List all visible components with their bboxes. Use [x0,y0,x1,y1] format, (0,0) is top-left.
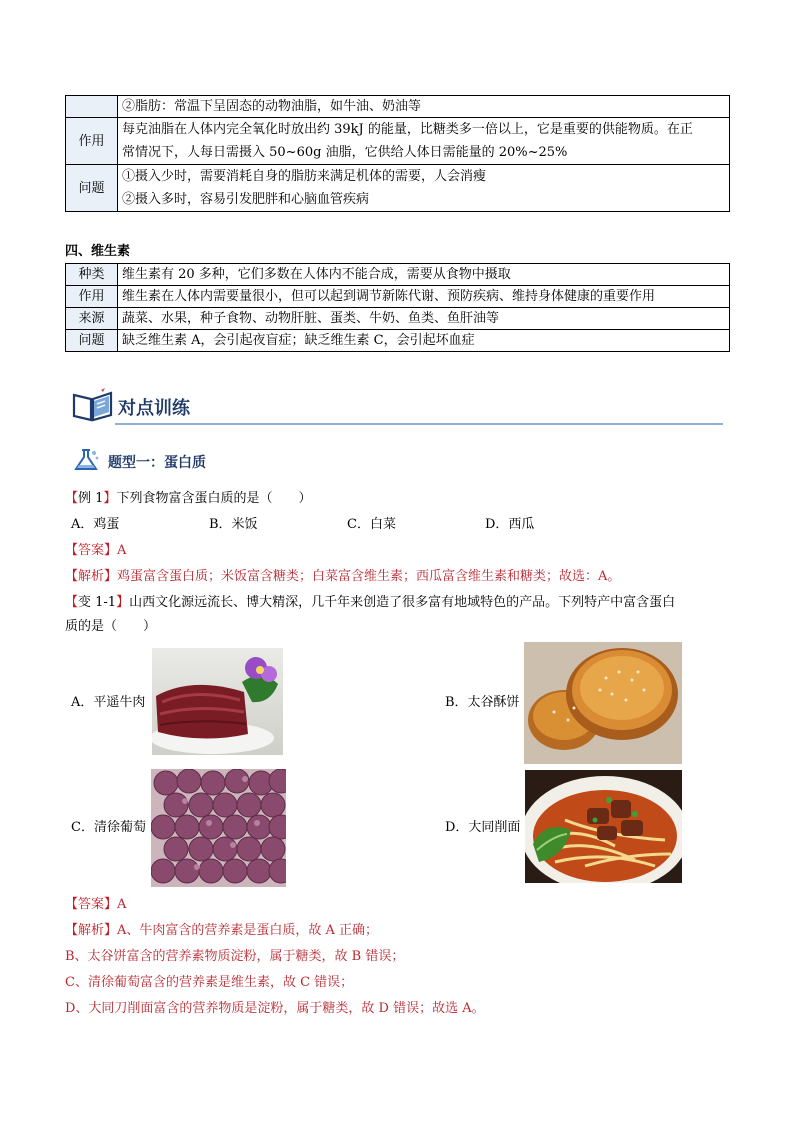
analysis-text: C、清徐葡萄富含的营养素是维生素，故 C 错误； [65,975,354,990]
option-c-label: C．清徐葡萄 [71,820,146,835]
row-text [118,165,730,212]
answer-tag: 【答案】 [65,897,118,912]
row-text: 维生素在人体内需要量很小，但可以起到调节新陈代谢、预防疾病、维持身体健康的重要作用 [118,286,730,308]
option-b: B．米饭 [209,517,258,532]
vitamin-table-row [66,264,730,286]
beef-photo [152,648,283,755]
pastry-photo [524,642,682,764]
fat-table-row [66,96,730,118]
analysis-text: B、太谷饼富含的营养素物质淀粉，属于糖类，故 B 错误； [65,949,405,964]
tag-bracket: 【 [65,595,79,610]
row-label: 作用 [66,286,118,308]
row-text-line: 每克油脂在人体内完全氧化时放出约 39kJ 的能量，比糖类多一倍以上，它是重要的供能物质。在正 [122,122,693,137]
vitamin-table-row [66,330,730,352]
answer-tag: 【答案】 [65,543,118,558]
row-label: 种类 [66,264,118,286]
fat-table-row [66,118,730,165]
analysis-text: 鸡蛋富含蛋白质；米饭富含糖类；白菜富含维生素；西瓜富含维生素和糖类；故选：A。 [117,569,621,584]
analysis-text: A、牛肉富含的营养素是蛋白质，故 A 正确； [117,923,379,938]
answer-line [65,538,126,564]
vitamin-table-row [66,286,730,308]
flask-icon [71,447,101,473]
answer-value: A [117,543,127,558]
row-label: 作用 [66,118,118,165]
row-label: 问题 [66,165,118,212]
row-text: ②脂肪：常温下呈固态的动物油脂，如牛油、奶油等 [118,96,730,118]
section-header [65,385,725,427]
option-b-label: B．太谷酥饼 [445,695,520,710]
option-a-label: A．平遥牛肉 [71,695,146,710]
row-label: 问题 [66,330,118,352]
tag-bracket: 】 [116,595,130,610]
row-text-line: ②摄入多时，容易引发肥胖和心脑血管疾病 [122,192,370,207]
topic-title: 题型一：蛋白质 [108,455,206,471]
vitamin-heading: 四、维生素 [65,244,131,259]
variant-tag: 变 1-1 [78,595,117,610]
book-icon [71,387,115,423]
row-text-line: 常情况下，人每日需摄入 50~60g 油脂，它供给人体日需能量的 20%~25% [122,145,568,160]
noodles-photo [525,770,682,883]
variant-question-cont: 质的是（ ） [65,619,157,634]
analysis-line [65,564,620,590]
variant-analysis-line [65,918,378,944]
analysis-tag: 【解析】 [65,569,118,584]
answer-value: A [117,897,127,912]
question-text: 下列食物富含蛋白质的是（ ） [116,491,312,506]
option-a: A．鸡蛋 [71,517,120,532]
variant-question [65,590,675,616]
row-label [66,96,118,118]
row-text: 维生素有 20 多种，它们多数在人体内不能合成，需要从食物中摄取 [118,264,730,286]
row-text [118,118,730,165]
vitamin-table [65,263,730,352]
example-question [65,486,311,512]
fat-table [65,95,730,212]
question-text: 山西文化源远流长、博大精深，几千年来创造了很多富有地域特色的产品。下列特产中富含蛋白 [129,595,676,610]
example-tag: 例 1 [78,491,104,506]
option-d-label: D．大同削面 [445,820,521,835]
option-d: D．西瓜 [485,517,535,532]
section-underline [115,423,723,425]
grapes-photo [151,769,286,887]
fat-table-row [66,165,730,212]
tag-bracket: 】 [103,491,117,506]
variant-answer-line [65,892,126,918]
row-label: 来源 [66,308,118,330]
vitamin-table-row [66,308,730,330]
row-text: 缺乏维生素 A，会引起夜盲症；缺乏维生素 C，会引起坏血症 [118,330,730,352]
option-c: C．白菜 [347,517,396,532]
analysis-text: D、大同刀削面富含的营养物质是淀粉，属于糖类，故 D 错误；故选 A。 [65,1001,485,1016]
tag-bracket: 【 [65,491,79,506]
section-title: 对点训练 [118,398,190,419]
analysis-tag: 【解析】 [65,923,118,938]
row-text-line: ①摄入少时，需要消耗自身的脂肪来满足机体的需要，人会消瘦 [122,169,487,184]
row-text: 蔬菜、水果，种子食物、动物肝脏、蛋类、牛奶、鱼类、鱼肝油等 [118,308,730,330]
